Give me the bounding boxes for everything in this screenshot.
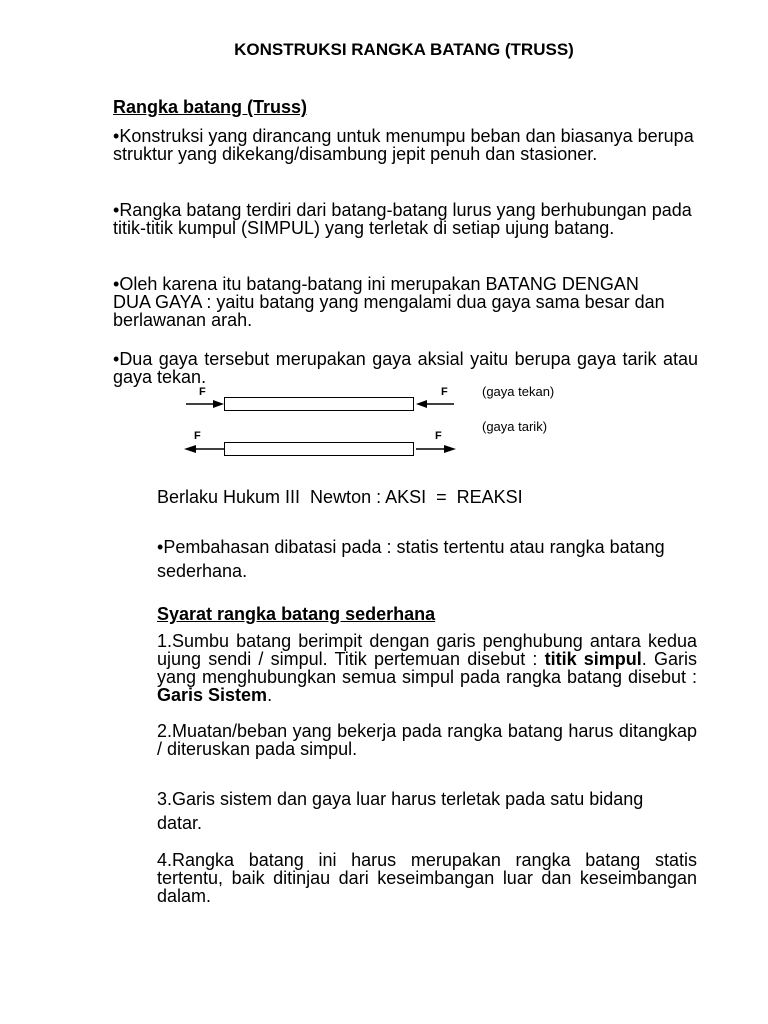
bullet-icon: • [157, 537, 164, 557]
bullet-text: Pembahasan dibatasi pada : statis tertentu atau rangka batang sederhana. [157, 537, 665, 581]
requirement-item-4: 4.Rangka batang ini harus merupakan rangka batang statis tertentu, baik ditinjau dari keseimbangan luar dan keseimbangan dalam. [157, 850, 697, 906]
bullet-text: Dua gaya tersebut merupakan gaya aksial yaitu berupa gaya tarik atau gaya tekan. [113, 349, 698, 387]
section-heading-requirements: Syarat rangka batang sederhana [157, 604, 436, 624]
force-label: F [435, 430, 442, 442]
bullet-text: Konstruksi yang dirancang untuk menumpu beban dan biasanya berupa struktur yang dikekang/disambung jepit penuh dan stasioner. [113, 126, 694, 164]
compression-arrows [180, 395, 470, 415]
arrow-right-icon [213, 400, 224, 408]
term-garis-sistem: Garis Sistem [157, 685, 268, 705]
tension-label: (gaya tarik) [482, 419, 548, 434]
tension-arrows [180, 440, 470, 460]
section-heading-truss: Rangka batang (Truss) [113, 97, 308, 117]
force-label: F [441, 386, 448, 398]
term-titik-simpul: titik simpul [544, 649, 642, 669]
bullet-text: Oleh karena itu batang-batang ini merupakan BATANG DENGAN DUA GAYA : yaitu batang yang mengalami dua gaya sama besar dan berlawanan arah. [113, 274, 665, 330]
arrow-left-icon [184, 445, 196, 453]
bullet-paragraph [113, 275, 673, 329]
force-label: F [199, 386, 206, 398]
force-label: F [194, 430, 201, 442]
page-title: KONSTRUKSI RANGKA BATANG (TRUSS) [234, 40, 574, 59]
bullet-paragraph [157, 535, 697, 583]
bullet-paragraph [113, 350, 698, 386]
newton-law-text: Berlaku Hukum III Newton : AKSI = REAKSI [157, 487, 523, 507]
requirement-item-3: 3.Garis sistem dan gaya luar harus terletak pada satu bidang datar. [157, 789, 644, 833]
requirement-text: 1.Sumbu batang berimpit dengan garis penghubung antara kedua ujung sendi / simpul. Titik pertemuan disebut : [157, 631, 697, 669]
bullet-icon: • [113, 200, 120, 220]
bullet-icon: • [113, 126, 120, 146]
requirement-item-1 [157, 632, 697, 704]
requirement-item-2: 2.Muatan/beban yang bekerja pada rangka batang harus ditangkap / diteruskan pada simpul. [157, 721, 697, 759]
requirement-text: . Garis yang menghubungkan semua simpul pada rangka batang disebut : [157, 649, 697, 687]
requirement-text: . [267, 685, 273, 705]
bullet-icon: • [113, 349, 120, 369]
compression-label: (gaya tekan) [482, 384, 555, 399]
bullet-paragraph [113, 201, 698, 237]
bullet-icon: • [113, 274, 120, 294]
bullet-text: Rangka batang terdiri dari batang-batang lurus yang berhubungan pada titik-titik kumpul (SIMPUL) yang terletak di setiap ujung batang. [113, 200, 692, 238]
arrow-left-icon [416, 400, 427, 408]
bullet-paragraph [113, 127, 698, 163]
arrow-right-icon [444, 445, 456, 453]
